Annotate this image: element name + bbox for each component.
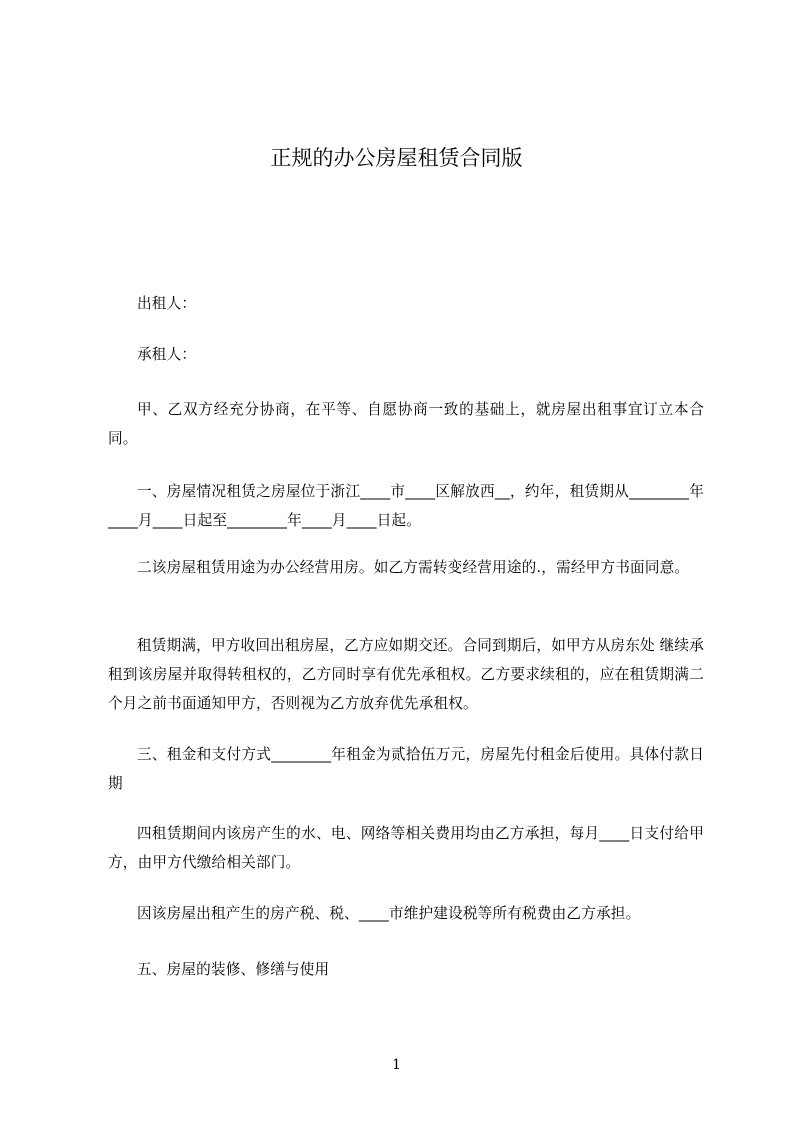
clause-2-paragraph: 二该房屋租赁用途为办公经营用房。如乙方需转变经营用途的.，需经甲方书面同意。 (137, 559, 690, 576)
preamble-paragraph: 甲、乙双方经充分协商，在平等、自愿协商一致的基础上，就房屋出租事宜订立本合同。 (108, 401, 704, 447)
tax-paragraph: 因该房屋出租产生的房产税、税、____市维护建设税等所有税费由乙方承担。 (137, 905, 641, 922)
page-number: 1 (392, 1057, 401, 1073)
clause-1-paragraph: 一、房屋情况租赁之房屋位于浙江____市____区解放西__，约年，租赁期从________年____月____日起至________年____月____日起。 (108, 483, 704, 529)
lessee-line: 承租人： (137, 346, 197, 363)
lessor-line: 出租人： (137, 295, 197, 312)
lease-expiry-paragraph: 租赁期满，甲方收回出租房屋，乙方应如期交还。合同到期后，如甲方从房东处 继续承租到该房屋并取得转租权的，乙方同时享有优先承租权。乙方要求续租的，应在租赁期满二个月之前书面通知甲方，否则视为乙方放弃优先承租权。 (108, 637, 705, 712)
document-title: 正规的办公房屋租赁合同版 (270, 146, 523, 170)
clause-5-heading: 五、房屋的装修、修缮与使用 (137, 961, 330, 978)
clause-4-paragraph: 四租赁期间内该房产生的水、电、网络等相关费用均由乙方承担，每月____日支付给甲方，由甲方代缴给相关部门。 (108, 825, 704, 871)
clause-3-paragraph: 三、租金和支付方式________年租金为贰拾伍万元，房屋先付租金后使用。具体付款日期 (108, 746, 704, 792)
